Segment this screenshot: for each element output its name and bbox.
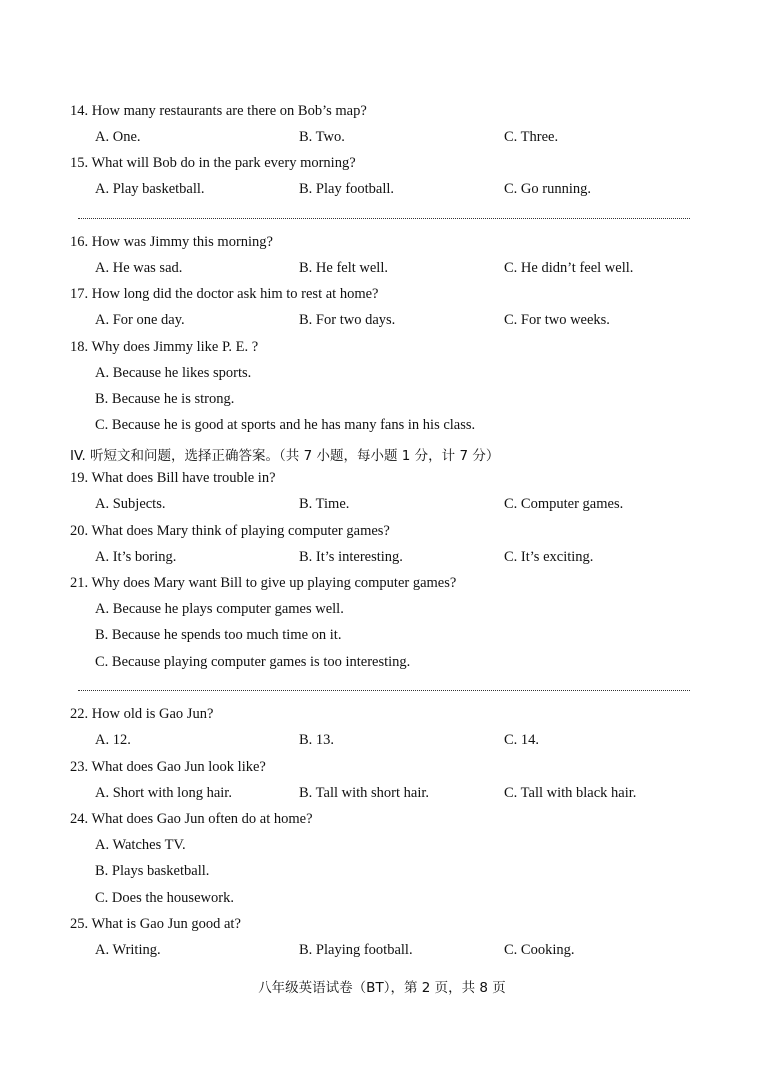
q24-option-c: C. Does the housework.: [95, 890, 234, 906]
q17-option-c: C. For two weeks.: [504, 312, 610, 328]
q20-option-b: B. It’s interesting.: [299, 549, 403, 565]
q23-option-b: B. Tall with short hair.: [299, 785, 430, 801]
q21-option-b: B. Because he spends too much time on it.: [95, 627, 342, 643]
q22-option-b: B. 13.: [299, 732, 335, 748]
question-19: 19. What does Bill have trouble in?: [70, 470, 276, 486]
q15-option-b: B. Play football.: [299, 181, 395, 197]
q18-option-a: A. Because he likes sports.: [95, 365, 252, 381]
q15-option-a: A. Play basketball.: [95, 181, 205, 197]
q25-option-b: B. Playing football.: [299, 942, 413, 958]
q16-option-b: B. He felt well.: [299, 260, 388, 276]
q21-option-a: A. Because he plays computer games well.: [95, 601, 344, 617]
q14-option-b: B. Two.: [299, 129, 345, 145]
q25-option-a: A. Writing.: [95, 942, 161, 958]
q24-option-a: A. Watches TV.: [95, 837, 186, 853]
question-23: 23. What does Gao Jun look like?: [70, 759, 266, 775]
q16-option-a: A. He was sad.: [95, 260, 183, 276]
question-18: 18. Why does Jimmy like P. E. ?: [70, 339, 259, 355]
q19-option-a: A. Subjects.: [95, 496, 166, 512]
q20-option-c: C. It’s exciting.: [504, 549, 594, 565]
q22-option-c: C. 14.: [504, 732, 540, 748]
q25-option-c: C. Cooking.: [504, 942, 575, 958]
section-iv-heading: IV. 听短文和问题，选择正确答案。（共 7 小题，每小题 1 分，计 7 分）: [70, 448, 500, 464]
q19-option-c: C. Computer games.: [504, 496, 624, 512]
q24-option-b: B. Plays basketball.: [95, 863, 210, 879]
dotted-separator: [78, 218, 690, 219]
q19-option-b: B. Time.: [299, 496, 350, 512]
q18-option-b: B. Because he is strong.: [95, 391, 235, 407]
q18-option-c: C. Because he is good at sports and he has many fans in his class.: [95, 417, 476, 433]
question-22: 22. How old is Gao Jun?: [70, 706, 214, 722]
q17-option-b: B. For two days.: [299, 312, 396, 328]
q20-option-a: A. It’s boring.: [95, 549, 177, 565]
q14-option-a: A. One.: [95, 129, 141, 145]
dotted-separator: [78, 690, 690, 691]
q15-option-c: C. Go running.: [504, 181, 591, 197]
q21-option-c: C. Because playing computer games is too interesting.: [95, 654, 411, 670]
question-14: 14. How many restaurants are there on Bob’s map?: [70, 103, 367, 119]
question-17: 17. How long did the doctor ask him to rest at home?: [70, 286, 379, 302]
q23-option-a: A. Short with long hair.: [95, 785, 232, 801]
q14-option-c: C. Three.: [504, 129, 559, 145]
q22-option-a: A. 12.: [95, 732, 131, 748]
q17-option-a: A. For one day.: [95, 312, 185, 328]
question-15: 15. What will Bob do in the park every morning?: [70, 155, 356, 171]
question-21: 21. Why does Mary want Bill to give up playing computer games?: [70, 575, 457, 591]
question-24: 24. What does Gao Jun often do at home?: [70, 811, 313, 827]
q16-option-c: C. He didn’t feel well.: [504, 260, 634, 276]
question-25: 25. What is Gao Jun good at?: [70, 916, 241, 932]
question-16: 16. How was Jimmy this morning?: [70, 234, 273, 250]
page-footer: 八年级英语试卷（BT），第 2 页，共 8 页: [258, 980, 506, 996]
question-20: 20. What does Mary think of playing computer games?: [70, 523, 390, 539]
q23-option-c: C. Tall with black hair.: [504, 785, 637, 801]
